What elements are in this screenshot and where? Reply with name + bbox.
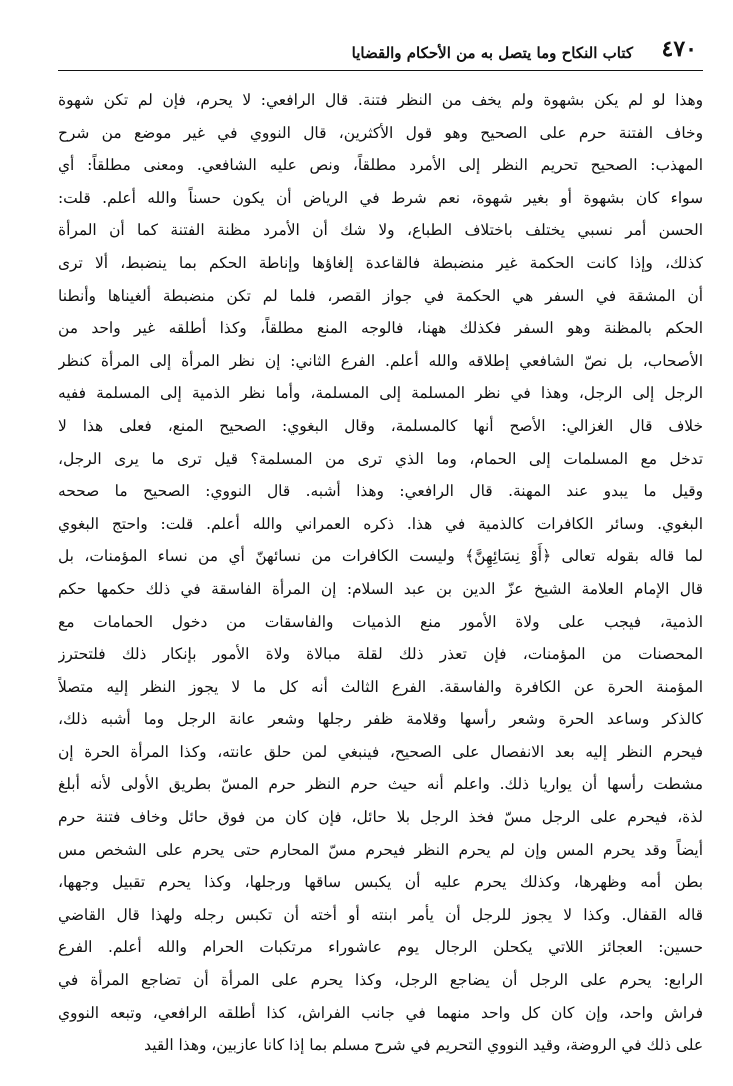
- page-header: [58, 30, 703, 71]
- text-line: المؤمنة الحرة عن الكافرة والفاسقة. الفرع الثالث أنه كل ما لا يجوز النظر إليه متصلاً: [58, 677, 703, 696]
- text-line: البغوي. وسائر الكافرات كالذمية في هذا. ذكره العمراني والله أعلم. قلت: واحتج البغوي: [58, 514, 703, 533]
- body-text: [58, 84, 703, 1074]
- text-line: لما قاله بقوله تعالى ﴿أَوْ نِسَائِهِنَّ﴾ وليست الكافرات من نسائهنّ أي من نساء المؤمنات، بل: [58, 547, 703, 566]
- text-line: المحصنات من المؤمنات، فإن تعذر ذلك لقلة مبالاة ولاة الأمور بإنكار ذلك فلتحترز: [58, 645, 703, 664]
- text-line: قاله القفال. وكذا لا يجوز للرجل أن يأمر ابنته أو أخته أن تكبس رجله ولهذا قال القاضي: [58, 905, 703, 924]
- text-line: وهذا لو لم يكن بشهوة ولم يخف من النظر فتنة. قال الرافعي: لا يحرم، فإن لم تكن شهوة: [58, 91, 703, 109]
- text-line: كذلك، وإذا كانت الحكمة غير منضبطة فالقاعدة إلغاؤها وإناطة الحكم بما ينضبط، ألا ترى: [58, 253, 703, 272]
- text-line: الحسن أمر نسبي يختلف باختلاف الطباع، ولا شك أن الأمرد مظنة الفتنة كما أن المرأة: [58, 221, 703, 240]
- text-line: قال الإمام العلامة الشيخ عزّ الدين بن عبد السلام: إن المرأة الفاسقة في ذلك حكمها حكم: [58, 579, 703, 598]
- text-line: الحكم بالمظنة وهو السفر فكذلك ههنا، فالوجه المنع مطلقاً، وكذا أطلقه غير واحد من: [58, 319, 703, 338]
- text-line: لذة، فيحرم على الرجل مسّ فخذ الرجل بلا حائل، فإن كان من فوق حائل وخاف فتنة حرم: [58, 808, 703, 827]
- text-line: الرابع: يحرم على الرجل أن يضاجع الرجل، وكذا يحرم على المرأة أن تضاجع المرأة في: [58, 971, 703, 990]
- text-line: بطن أمه وظهرها، وكذلك يحرم عليه أن يكبس ساقها ورجلها، وكذا يحرم تقبيل وجهها،: [58, 873, 703, 892]
- text-line: مشطت رأسها أن يواريا ذلك. واعلم أنه حيث حرم النظر حرم المسّ بطريق الأولى لأنه أبلغ: [58, 775, 703, 794]
- text-line: الذمية، فيجب على ولاة الأمور منع الذميات والفاسقات من دخول الحمامات مع: [58, 612, 703, 631]
- text-line: المهذب: الصحيح تحريم النظر إلى الأمرد مطلقاً، ونص عليه الشافعي. ومعنى مطلقاً: أي: [58, 156, 703, 175]
- text-line: فيحرم النظر إليه بعد الانفصال على الصحيح، فينبغي لمن حلق عانته، وكذا المرأة الحرة إن: [58, 742, 703, 761]
- text-line: أن المشقة في السفر هي الحكمة في جواز القصر، فلما لم تكن منضبطة ألغيناها وأنطنا: [58, 286, 703, 305]
- text-line: سواء كان بشهوة أو بغير شهوة، نعم شرط في الرياض أن يكون حسناً والله أعلم. قلت:: [58, 188, 703, 207]
- text-line: الرجل إلى الرجل، وهذا في نظر المسلمة إلى المسلمة، وأما نظر الذمية إلى المسلمة ففيه: [58, 384, 703, 403]
- text-line: فراش واحد، وإن كان كل واحد منهما في جانب الفراش، كذا أطلقه الرافعي، وتبعه النووي: [58, 1003, 703, 1022]
- text-line: وقيل ما يبدو عند المهنة. قال الرافعي: وهذا أشبه. قال النووي: الصحيح ما صححه: [58, 482, 703, 501]
- text-line: الأصحاب، بل نصّ الشافعي إطلاقه والله أعلم. الفرع الثاني: إن نظر المرأة إلى المرأة كنظر: [58, 351, 703, 370]
- text-line: وخاف الفتنة حرم على الصحيح وهو قول الأكثرين، قال النووي في غير موضع من شرح: [58, 123, 703, 142]
- text-line: حسين: العجائز اللاتي يكحلن الرجال يوم عاشوراء مرتكبات الحرام والله أعلم. الفرع: [58, 938, 703, 957]
- text-line: خلاف قال الغزالي: الأصح أنها كالمسلمة، وقال البغوي: الصحيح المنع، فعلى هذا لا: [58, 416, 703, 435]
- running-title: كتاب النكاح وما يتصل به من الأحكام والقضايا: [351, 44, 633, 62]
- text-line: كالذكر وساعد الحرة وشعر رأسها وقلامة ظفر رجلها وشعر عانة الرجل وما أشبه ذلك،: [58, 710, 703, 729]
- text-line: أيضاً وقد يحرم المس وإن لم يحرم النظر فيحرم مسّ المحارم حتى يحرم على الشخص مس: [58, 840, 703, 859]
- text-line: على ذلك في الروضة، وقيد النووي التحريم في شرح مسلم بما إذا كانا عازبين، وهذا القيد: [144, 1036, 703, 1055]
- page-number: ٤٧٠: [661, 36, 697, 62]
- text-line: تدخل مع المسلمات إلى الحمام، وما الذي ترى من المسلمة؟ قيل ترى ما يرى الرجل،: [58, 449, 703, 468]
